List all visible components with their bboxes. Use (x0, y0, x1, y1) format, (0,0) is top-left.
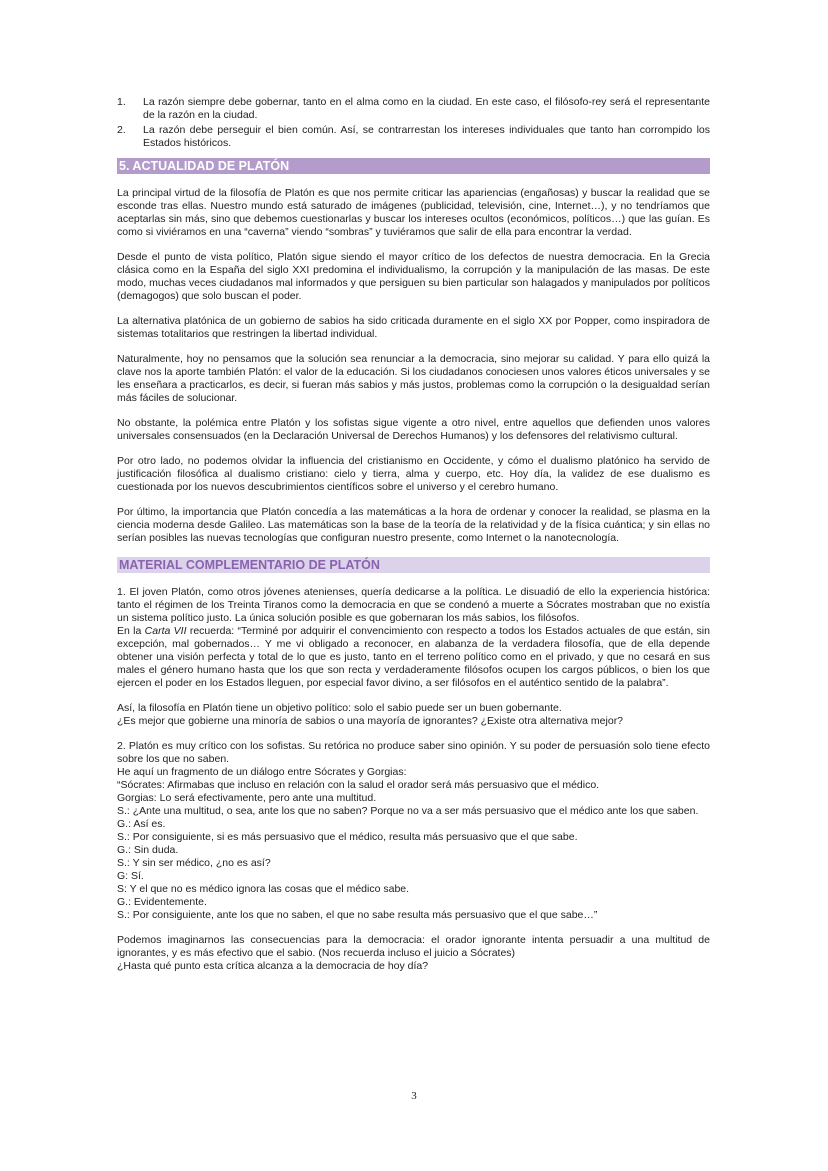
dialog-line: S: Y el que no es médico ignora las cosas que el médico sabe. (117, 883, 410, 895)
carta-quote: recuerda: “Terminé por adquirir el convencimiento con respecto a todos los Estados actuales de que están, sin excepción, mal gobernados… Y me vi obligado a reconocer, en alabanza de la verdadera filosofía, que de ella depende obtener una visión perfecta y total de lo que es justo, tanto en el terreno político como en el privado, y que no cesará en sus males el género humano hasta que los que son recta y verdaderamente filósofos ocupen los cargos públicos, o bien los que ejercen el poder en los Estados lleguen, por especial favor divino, a ser filósofos en el auténtico sentido de la palabra”. (117, 625, 710, 689)
paragraph: Por último, la importancia que Platón concedía a las matemáticas a la hora de ordenar y conocer la realidad, se plasma en la ciencia moderna desde Galileo. Las matemáticas son la base de la teoría de la relatividad y de la física cuántica; y sin ellas no serían posibles las nuevas tecnologías que configuran nuestro presente, como Internet o la nanotecnología. (117, 506, 710, 544)
dialog-line: S.: Por consiguiente, si es más persuasivo que el médico, resulta más persuasivo que el que sabe. (117, 831, 578, 843)
conclusion-paragraph (117, 702, 710, 728)
paragraph: 2. Platón es muy crítico con los sofistas. Su retórica no produce saber sino opinión. Y su poder de persuasión solo tiene efecto sobre los que no saben. (117, 740, 710, 765)
page-content (117, 96, 710, 985)
paragraph-line: He aquí un fragmento de un diálogo entre Sócrates y Gorgias: (117, 766, 407, 778)
dialog-line: G.: Evidentemente. (117, 896, 207, 908)
dialog-block (117, 766, 710, 922)
dialog-line: G.: Sin duda. (117, 844, 179, 856)
paragraph: No obstante, la polémica entre Platón y los sofistas sigue vigente a otro nivel, entre aquellos que defienden unos valores universales consensuados (en la Declaración Universal de Derechos Humanos) y los defensores del relativismo cultural. (117, 417, 710, 442)
dialog-line: G.: Así es. (117, 818, 166, 830)
list-item (117, 124, 710, 150)
numbered-list (117, 96, 710, 150)
dialog-line: S.: Por consiguiente, ante los que no saben, el que no sabe resulta más persuasivo que el que sabe…” (117, 909, 598, 921)
paragraph: Naturalmente, hoy no pensamos que la solución sea renunciar a la democracia, sino mejorar su calidad. Y para ello quizá la clave nos la aporte también Platón: el valor de la educación. Si los ciudadanos conociesen unos valores éticos universales y se les enseñara a practicarlos, es decir, si fueran más sabios y más justos, problemas como la corrupción o la desigualdad serían más fáciles de solucionar. (117, 353, 710, 404)
paragraph: 1. El joven Platón, como otros jóvenes atenienses, quería dedicarse a la política. Le disuadió de ello la experiencia histórica: tanto el régimen de los Treinta Tiranos como la democracia en que se condenó a muerte a Sócrates mostraban que no existía un sistema político justo. La única solución posible es que gobernaran los más sabios, los filósofos. (117, 586, 710, 624)
paragraph-text: Podemos imaginarnos las consecuencias para la democracia: el orador ignorante intenta persuadir a una multitud de ignorantes, y es más efectivo que el sabio. (Nos recuerda incluso el juicio a Sócrates) (117, 934, 710, 959)
list-item (117, 96, 710, 122)
question-line: ¿Es mejor que gobierne una minoría de sabios o una mayoría de ignorantes? ¿Existe otra alternativa mejor? (117, 715, 624, 727)
list-text: La razón siempre debe gobernar, tanto en el alma como en la ciudad. En este caso, el filósofo-rey será el representante de la razón en la ciudad. (143, 96, 710, 121)
paragraph-line: Así, la filosofía en Platón tiene un objetivo político: solo el sabio puede ser un buen gobernante. (117, 702, 562, 714)
carta-title: Carta VII (144, 625, 187, 637)
section-heading-material: MATERIAL COMPLEMENTARIO DE PLATÓN (117, 557, 710, 573)
paragraph: La principal virtud de la filosofía de Platón es que nos permite criticar las apariencias (engañosas) y buscar la realidad que se esconde tras ellas. Nuestro mundo está saturado de imágenes (publicidad, televisión, cine, Internet…), y no tendríamos que aceptarlas sin más, sino que debemos cuestionarlas y buscar los intereses ocultos (económicos, políticos…) que las guían. Es como si viviéramos en una “caverna” viendo “sombras” y tuviéramos que salir de ella para encontrar la verdad. (117, 187, 710, 238)
dialog-line: S.: ¿Ante una multitud, o sea, ante los que no saben? Porque no va a ser más persuasivo que el médico ante los que saben. (117, 805, 699, 817)
carta-quote-paragraph (117, 625, 710, 690)
final-paragraph (117, 934, 710, 973)
question-line: ¿Hasta qué punto esta crítica alcanza a la democracia de hoy día? (117, 960, 429, 972)
carta-prefix: En la (117, 625, 145, 637)
section-heading-actualidad: 5. ACTUALIDAD DE PLATÓN (117, 158, 710, 174)
list-number: 2. (117, 124, 126, 136)
list-number: 1. (117, 96, 126, 108)
page-number: 3 (411, 1090, 417, 1102)
dialog-line: S.: Y sin ser médico, ¿no es así? (117, 857, 271, 869)
dialog-line: “Sócrates: Afirmabas que incluso en relación con la salud el orador será más persuasivo que el médico. (117, 779, 600, 791)
dialog-line: G: Sí. (117, 870, 144, 882)
list-text: La razón debe perseguir el bien común. Así, se contrarrestan los intereses individuales que tanto han corrompido los Estados históricos. (143, 124, 710, 149)
paragraph: Desde el punto de vista político, Platón sigue siendo el mayor crítico de los defectos de nuestra democracia. En la Grecia clásica como en la España del siglo XXI predomina el individualismo, la corrupción y la manipulación de las masas. De este modo, muchas veces ciudadanos mal informados y que persiguen su bien particular son halagados y manipulados por políticos (demagogos) que solo buscan el poder. (117, 251, 710, 302)
dialog-line: Gorgias: Lo será efectivamente, pero ante una multitud. (117, 792, 377, 804)
paragraph: Por otro lado, no podemos olvidar la influencia del cristianismo en Occidente, y cómo el dualismo platónico ha servido de justificación filosófica al dualismo cristiano: cielo y tierra, alma y cuerpo, etc. Hoy día, la validez de ese dualismo es cuestionada por los nuevos descubrimientos científicos sobre el universo y el cerebro humano. (117, 455, 710, 493)
paragraph: La alternativa platónica de un gobierno de sabios ha sido criticada duramente en el siglo XX por Popper, como inspiradora de sistemas totalitarios que restringen la libertad individual. (117, 315, 710, 340)
